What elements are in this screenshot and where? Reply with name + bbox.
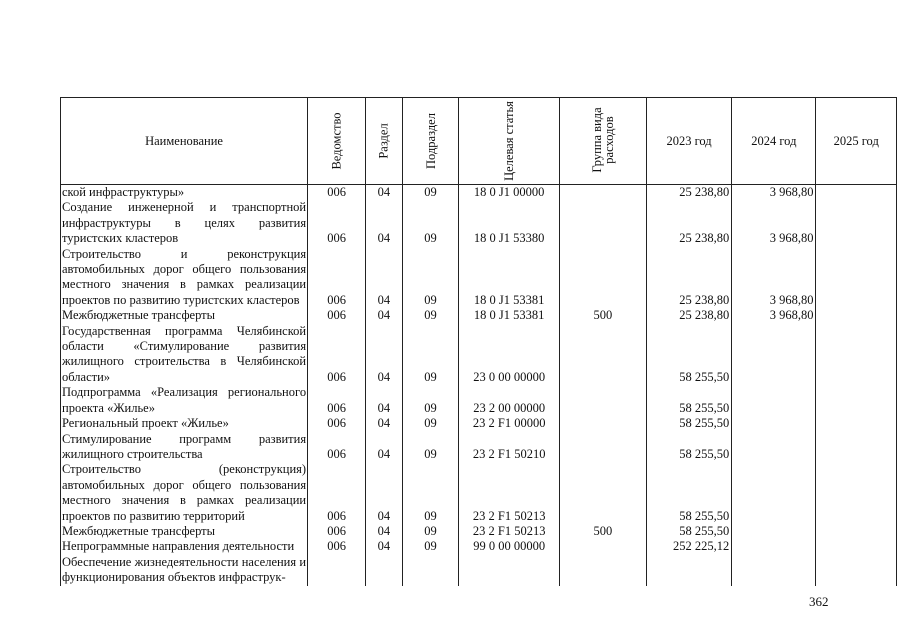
cell-name: Стимулирование программ развития жилищного строительства: [62, 431, 307, 461]
cell-year-2025: [816, 308, 897, 323]
table-row: [61, 416, 897, 431]
cell-subsection: 09: [402, 432, 459, 463]
cell-expense-group: [559, 247, 646, 309]
cell-section: 04: [366, 416, 402, 431]
cell-year-2023: 58 255,50: [646, 416, 731, 431]
header-target-article: Целевая статья: [459, 98, 559, 185]
table-row: [61, 308, 897, 323]
header-year-2023: 2023 год: [646, 98, 731, 185]
page-number: 362: [809, 594, 829, 609]
cell-year-2023: 58 255,50: [646, 524, 731, 539]
cell-year-2024: [732, 324, 816, 386]
cell-year-2025: [816, 185, 897, 201]
cell-department: 006: [308, 324, 366, 386]
cell-expense-group: [559, 539, 646, 554]
header-expense-group: Группа вида расходов: [559, 98, 646, 185]
cell-year-2023: 25 238,80: [646, 247, 731, 309]
cell-target-article: 23 2 00 00000: [459, 385, 559, 416]
cell-department: 006: [308, 247, 366, 309]
cell-section: 04: [366, 200, 402, 246]
header-subsection: Подраздел: [402, 98, 459, 185]
cell-subsection: 09: [402, 416, 459, 431]
cell-department: 006: [308, 308, 366, 323]
header-department: Ведомство: [308, 98, 366, 185]
cell-name: Межбюджетные трансферты: [61, 524, 308, 539]
cell-year-2025: [816, 539, 897, 554]
cell-year-2024: [732, 555, 816, 586]
cell-expense-group: [559, 432, 646, 463]
cell-year-2023: 252 225,12: [646, 539, 731, 554]
cell-subsection: 09: [402, 247, 459, 309]
cell-subsection: 09: [402, 385, 459, 416]
cell-name: Создание инженерной и транспортной инфраструктуры в целях развития туристских кластеров: [62, 200, 307, 246]
table-row: [61, 462, 897, 524]
cell-name: Государственная программа Челябинской области «Стимулирование развития жилищного строительства в Челябинской области»: [62, 323, 307, 384]
cell-department: 006: [308, 385, 366, 416]
cell-subsection: 09: [402, 462, 459, 524]
cell-section: 04: [366, 524, 402, 539]
cell-section: 04: [366, 432, 402, 463]
cell-year-2025: [816, 432, 897, 463]
cell-year-2023: 58 255,50: [646, 324, 731, 386]
cell-name: Обеспечение жизнедеятельности населения и функционирования объектов инфраструк-: [62, 554, 307, 585]
cell-department: 006: [308, 416, 366, 431]
cell-expense-group: [559, 462, 646, 524]
cell-year-2023: 25 238,80: [646, 200, 731, 246]
cell-section: 04: [366, 462, 402, 524]
budget-table: [60, 97, 897, 586]
cell-section: 04: [366, 385, 402, 416]
cell-target-article: 23 2 F1 00000: [459, 416, 559, 431]
cell-expense-group: [559, 555, 646, 586]
cell-target-article: 18 0 J1 53381: [459, 247, 559, 309]
cell-target-article: 99 0 00 00000: [459, 539, 559, 554]
cell-subsection: 09: [402, 539, 459, 554]
cell-year-2024: 3 968,80: [732, 185, 816, 201]
cell-year-2023: 58 255,50: [646, 432, 731, 463]
cell-year-2024: 3 968,80: [732, 247, 816, 309]
table-row: [61, 324, 897, 386]
cell-department: 006: [308, 185, 366, 201]
cell-department: 006: [308, 200, 366, 246]
cell-year-2024: 3 968,80: [732, 200, 816, 246]
cell-expense-group: 500: [559, 308, 646, 323]
cell-expense-group: [559, 200, 646, 246]
cell-year-2025: [816, 247, 897, 309]
table-row: [61, 247, 897, 309]
cell-year-2025: [816, 524, 897, 539]
cell-year-2024: [732, 462, 816, 524]
cell-expense-group: [559, 185, 646, 201]
cell-subsection: 09: [402, 200, 459, 246]
cell-year-2025: [816, 555, 897, 586]
cell-year-2024: 3 968,80: [732, 308, 816, 323]
cell-target-article: 23 2 F1 50213: [459, 524, 559, 539]
cell-section: 04: [366, 324, 402, 386]
cell-year-2024: [732, 524, 816, 539]
cell-section: 04: [366, 539, 402, 554]
table-row: [61, 524, 897, 539]
cell-target-article: [459, 555, 559, 586]
cell-name: ской инфраструктуры»: [61, 185, 308, 201]
cell-year-2025: [816, 385, 897, 416]
cell-year-2024: [732, 385, 816, 416]
cell-year-2023: [646, 555, 731, 586]
cell-name: Непрограммные направления деятельности: [61, 539, 308, 554]
cell-expense-group: [559, 324, 646, 386]
cell-subsection: 09: [402, 308, 459, 323]
budget-table-container: [60, 97, 897, 586]
cell-subsection: 09: [402, 324, 459, 386]
cell-target-article: 18 0 J1 53381: [459, 308, 559, 323]
cell-department: 006: [308, 524, 366, 539]
cell-year-2023: 25 238,80: [646, 308, 731, 323]
table-row: [61, 385, 897, 416]
cell-department: 006: [308, 432, 366, 463]
cell-section: 04: [366, 185, 402, 201]
cell-target-article: 23 2 F1 50213: [459, 462, 559, 524]
cell-target-article: 23 2 F1 50210: [459, 432, 559, 463]
cell-expense-group: 500: [559, 524, 646, 539]
cell-name: Региональный проект «Жилье»: [61, 416, 308, 431]
cell-year-2024: [732, 539, 816, 554]
cell-year-2025: [816, 200, 897, 246]
header-year-2025: 2025 год: [816, 98, 897, 185]
cell-subsection: 09: [402, 185, 459, 201]
cell-year-2023: 58 255,50: [646, 462, 731, 524]
header-section: Раздел: [366, 98, 402, 185]
cell-year-2025: [816, 462, 897, 524]
cell-section: 04: [366, 308, 402, 323]
cell-name: Строительство и реконструкция автомобильных дорог общего пользования местного значения в рамках реализации проектов по развитию туристских кластеров: [62, 246, 307, 307]
cell-name: Межбюджетные трансферты: [61, 308, 308, 323]
table-row: [61, 200, 897, 246]
cell-target-article: 18 0 J1 53380: [459, 200, 559, 246]
table-row: [61, 185, 897, 201]
cell-target-article: 18 0 J1 00000: [459, 185, 559, 201]
cell-year-2023: 58 255,50: [646, 385, 731, 416]
cell-expense-group: [559, 385, 646, 416]
cell-subsection: 09: [402, 524, 459, 539]
cell-department: 006: [308, 539, 366, 554]
cell-department: 006: [308, 462, 366, 524]
cell-year-2024: [732, 432, 816, 463]
header-name: Наименование: [61, 98, 308, 185]
cell-year-2025: [816, 324, 897, 386]
table-row: [61, 432, 897, 463]
table-row: [61, 555, 897, 586]
cell-expense-group: [559, 416, 646, 431]
cell-section: [366, 555, 402, 586]
table-header-row: [61, 98, 897, 185]
cell-target-article: 23 0 00 00000: [459, 324, 559, 386]
cell-year-2025: [816, 416, 897, 431]
cell-name: Подпрограмма «Реализация регионального проекта «Жилье»: [62, 385, 307, 415]
cell-year-2023: 25 238,80: [646, 185, 731, 201]
cell-subsection: [402, 555, 459, 586]
cell-year-2024: [732, 416, 816, 431]
cell-section: 04: [366, 247, 402, 309]
table-row: [61, 539, 897, 554]
cell-department: [308, 555, 366, 586]
header-year-2024: 2024 год: [732, 98, 816, 185]
cell-name: Строительство (реконструкция) автомобильных дорог общего пользования местного значения в рамках реализации проектов по развитию территорий: [62, 462, 307, 523]
